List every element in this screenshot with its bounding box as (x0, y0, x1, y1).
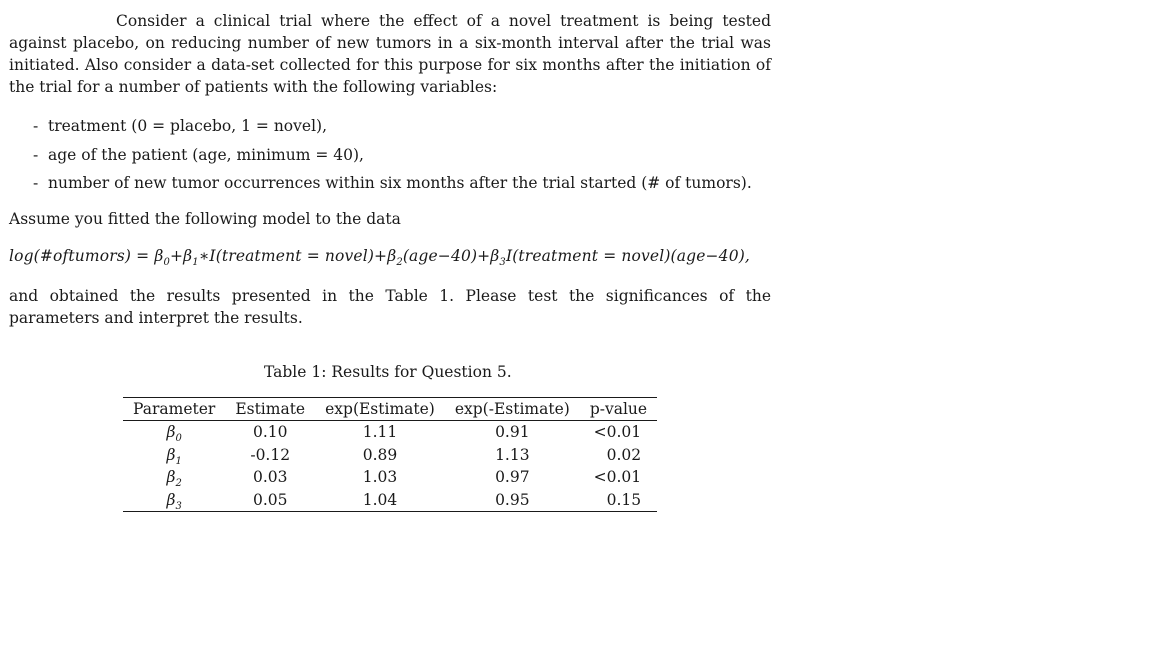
exp-neg-estimate-cell: 0.95 (445, 489, 580, 512)
param-subscript: 1 (175, 455, 182, 467)
assume-text: Assume you fitted the following model to the data (9, 209, 401, 228)
table-row (123, 421, 657, 444)
equation-sub-1: 1 (192, 256, 199, 268)
param-symbol: β (166, 468, 176, 487)
exp-estimate-cell: 0.89 (362, 445, 398, 464)
estimate-cell: 0.03 (252, 468, 288, 487)
table-caption: Table 1: Results for Question 5. (264, 363, 512, 381)
header-parameter: Parameter (123, 398, 225, 421)
p-value-cell: 0.02 (606, 445, 642, 464)
list-item: - age of the patient (age, minimum = 40), (33, 145, 364, 164)
p-value-cell: <0.01 (593, 423, 642, 442)
estimate-cell: -0.12 (250, 445, 291, 464)
param-cell (123, 489, 225, 512)
table-header-row (123, 398, 657, 421)
variables-list (9, 112, 771, 198)
document-page (9, 10, 771, 329)
equation-term-4: I(treatment = novel)(age−40), (505, 246, 750, 265)
param-symbol: β (166, 445, 176, 464)
equation-term-2: ∗I(treatment = novel)+β (198, 246, 397, 265)
header-exp-estimate: exp(Estimate) (315, 398, 445, 421)
param-subscript: 2 (175, 478, 182, 490)
variable-treatment: treatment (0 = placebo, 1 = novel), (48, 117, 327, 135)
equation-sub-0: 0 (163, 256, 170, 268)
param-symbol: β (166, 490, 176, 509)
table-row (123, 466, 657, 489)
model-equation (9, 245, 771, 267)
list-item: - number of new tumor occurrences within six months after the trial started (# of tumors). (33, 174, 752, 192)
header-exp-neg-estimate: exp(-Estimate) (445, 398, 580, 421)
estimate-cell: 0.10 (252, 423, 288, 442)
exp-neg-estimate-cell: 1.13 (495, 445, 530, 464)
exp-neg-estimate-cell: 0.91 (495, 423, 530, 442)
param-subscript: 3 (175, 500, 182, 512)
p-value-cell: 0.15 (580, 489, 657, 512)
table-row (123, 489, 657, 512)
param-cell (123, 466, 225, 489)
table-row (123, 444, 657, 467)
equation-term-3: (age−40)+β (402, 246, 500, 265)
equation-sub-2: 2 (396, 256, 403, 268)
exp-estimate-cell: 1.04 (315, 489, 445, 512)
equation-sub-3: 3 (499, 256, 506, 268)
p-value-cell: <0.01 (593, 468, 642, 487)
equation-term-1: +β (169, 246, 193, 265)
param-symbol: β (166, 423, 176, 442)
intro-paragraph: Consider a clinical trial where the effect of a novel treatment is being tested against placebo, on reducing number of new tumors in a six-month interval after the trial was initiated. Also consider a data-set collected for this purpose for six months after the initiation of the trial for a number of patients with the following variables: (9, 12, 771, 96)
param-cell (123, 421, 225, 444)
exp-estimate-cell: 1.03 (362, 468, 398, 487)
list-item: - treatment (0 = placebo, 1 = novel), (33, 117, 327, 135)
exp-estimate-cell: 1.11 (362, 423, 398, 442)
equation-lhs: log(#oftumors) = β (9, 246, 164, 265)
exp-neg-estimate-cell: 0.97 (495, 468, 530, 487)
variable-age: age of the patient (age, minimum = 40), (48, 145, 364, 164)
results-table (123, 397, 657, 512)
header-estimate: Estimate (225, 398, 315, 421)
param-cell (123, 444, 225, 467)
estimate-cell: 0.05 (225, 489, 315, 512)
results-paragraph: and obtained the results presented in the Table 1. Please test the significances of the parameters and interpret the results. (9, 286, 771, 327)
header-p-value: p-value (580, 398, 657, 421)
param-subscript: 0 (175, 433, 182, 445)
variable-tumors: number of new tumor occurrences within six months after the trial started (# of tumors). (48, 174, 752, 192)
